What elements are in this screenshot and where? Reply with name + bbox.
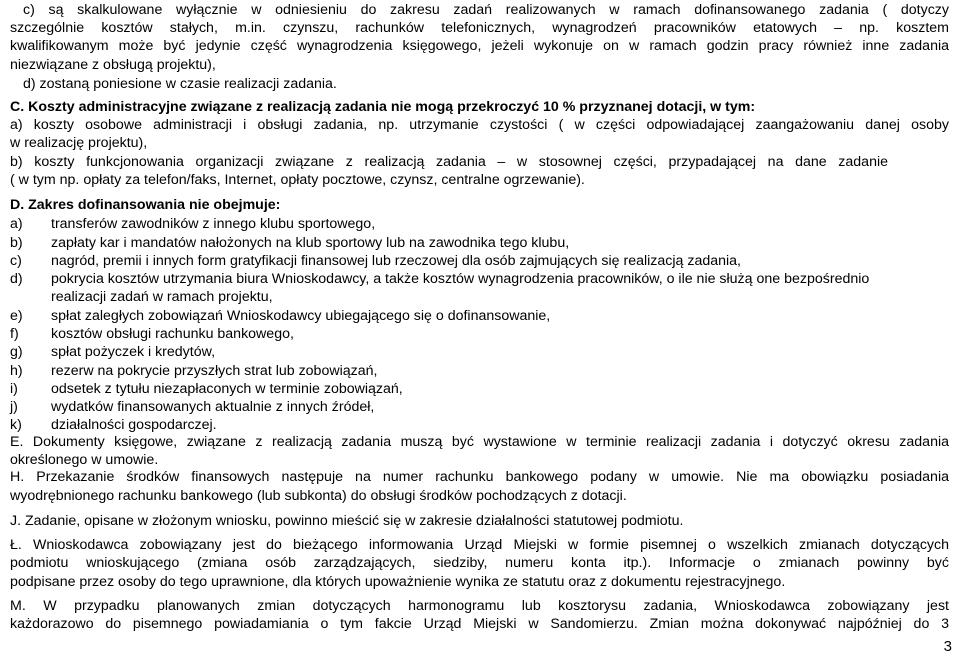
list-item: a) transferów zawodników z innego klubu sportowego, <box>10 216 376 232</box>
list-item-cont: realizacji zadań w ramach projektu, <box>51 289 273 305</box>
section-m-line-1: M. W przypadku planowanych zmian dotyczących harmonogramu lub kosztorysu zadania, Wnioskodawca zobowiązany jest <box>10 598 949 614</box>
list-item: h) rezerw na pokrycie przyszłych strat lub zobowiązań, <box>10 363 378 379</box>
c-line-2: szczególnie kosztów stałych, m.in. czynszu, rachunków telefonicznych, wynagrodzeń pracowników etatowych – np. kosztem <box>10 20 949 36</box>
section-h-line-2: wyodrębnionego rachunku bankowego (lub subkonta) do obsługi środków pochodzących z dotacji. <box>10 488 627 504</box>
list-item: k) działalności gospodarczej. <box>10 417 217 433</box>
c-line-4: niezwiązane z obsługą projektu), <box>10 57 216 73</box>
section-c-item-b-cont: ( w tym np. opłaty za telefon/faks, Internet, opłaty pocztowe, czynsz, centralne ogrzewanie). <box>10 172 585 188</box>
d-line: d) zostaną poniesione w czasie realizacji zadania. <box>23 76 337 92</box>
section-c-item-b: b) koszty funkcjonowania organizacji związane z realizacją zadania – w stosownej części, przypadającej na dane zadanie <box>10 154 888 170</box>
list-item: f) kosztów obsługi rachunku bankowego, <box>10 326 294 342</box>
list-item: e) spłat zaległych zobowiązań Wnioskodawcy ubiegającego się o dofinansowanie, <box>10 308 551 324</box>
section-c-item-a: a) koszty osobowe administracji i obsługi zadania, np. utrzymanie czystości ( w części odpowiadającej zaangażowaniu danej osoby <box>10 117 949 133</box>
section-j-line-1: J. Zadanie, opisane w złożonym wniosku, powinno mieścić się w zakresie działalności statutowej podmiotu. <box>10 513 684 529</box>
section-l-line-2: podmiotu wnioskującego (zmiana osób zarządzających, siedziby, numeru konta itp.). Informacje o zmianach powinny być <box>10 555 949 571</box>
list-item: i) odsetek z tytułu niezapłaconych w terminie zobowiązań, <box>10 381 403 397</box>
list-item: c) nagród, premii i innych form gratyfikacji finansowej lub rzeczowej dla osób zajmujących się realizacją zadania, <box>10 253 741 269</box>
list-item: b) zapłaty kar i mandatów nałożonych na klub sportowy lub na zawodnika tego klubu, <box>10 235 570 251</box>
section-h-line-1: H. Przekazanie środków finansowych następuje na numer rachunku bankowego podany w umowie. Nie ma obowiązku posiadania <box>10 469 949 485</box>
section-l-line-3: podpisane przez osoby do tego uprawnione, dla których upoważnienie wynika ze statutu oraz z dokumentu rejestracyjnego. <box>10 574 786 590</box>
list-item: j) wydatków finansowanych aktualnie z innych źródeł, <box>10 399 375 415</box>
section-e-line-2: określonego w umowie. <box>10 452 159 468</box>
c-line-3: kwalifikowanym może być jedynie część wynagrodzenia księgowego, jeżeli wykonuje on w ramach godzin pracy również inne zadania <box>10 38 949 54</box>
page-number: 3 <box>943 638 952 655</box>
section-l-line-1: Ł. Wnioskodawca zobowiązany jest do bieżącego informowania Urząd Miejski w formie pisemnej o wszelkich zmianach dotyczących <box>10 537 949 553</box>
section-c-heading: C. Koszty administracyjne związane z realizacją zadania nie mogą przekroczyć 10 % przyznanej dotacji, w tym: <box>10 99 756 115</box>
section-e-line-1: E. Dokumenty księgowe, związane z realizacją zadania muszą być wystawione w terminie realizacji zadania i dotyczyć okresu zadania <box>10 434 949 450</box>
section-d-heading: D. Zakres dofinansowania nie obejmuje: <box>10 197 281 213</box>
list-item: g) spłat pożyczek i kredytów, <box>10 344 216 360</box>
section-c-item-a-cont: w realizację projektu), <box>10 135 148 151</box>
list-item: d) pokrycia kosztów utrzymania biura Wnioskodawcy, a także kosztów wynagrodzenia pracowników, o ile nie służą one bezpośrednio <box>10 271 870 287</box>
c-line-1: c) są skalkulowane wyłącznie w odniesieniu do zakresu zadań realizowanych w ramach dofinansowanego zadania ( dotyczy <box>23 2 949 18</box>
section-m-line-2: każdorazowo do pisemnego powiadamiania o tym fakcie Urząd Miejski w Sandomierzu. Zmian można dokonywać najpóźniej do 3 <box>10 616 949 632</box>
